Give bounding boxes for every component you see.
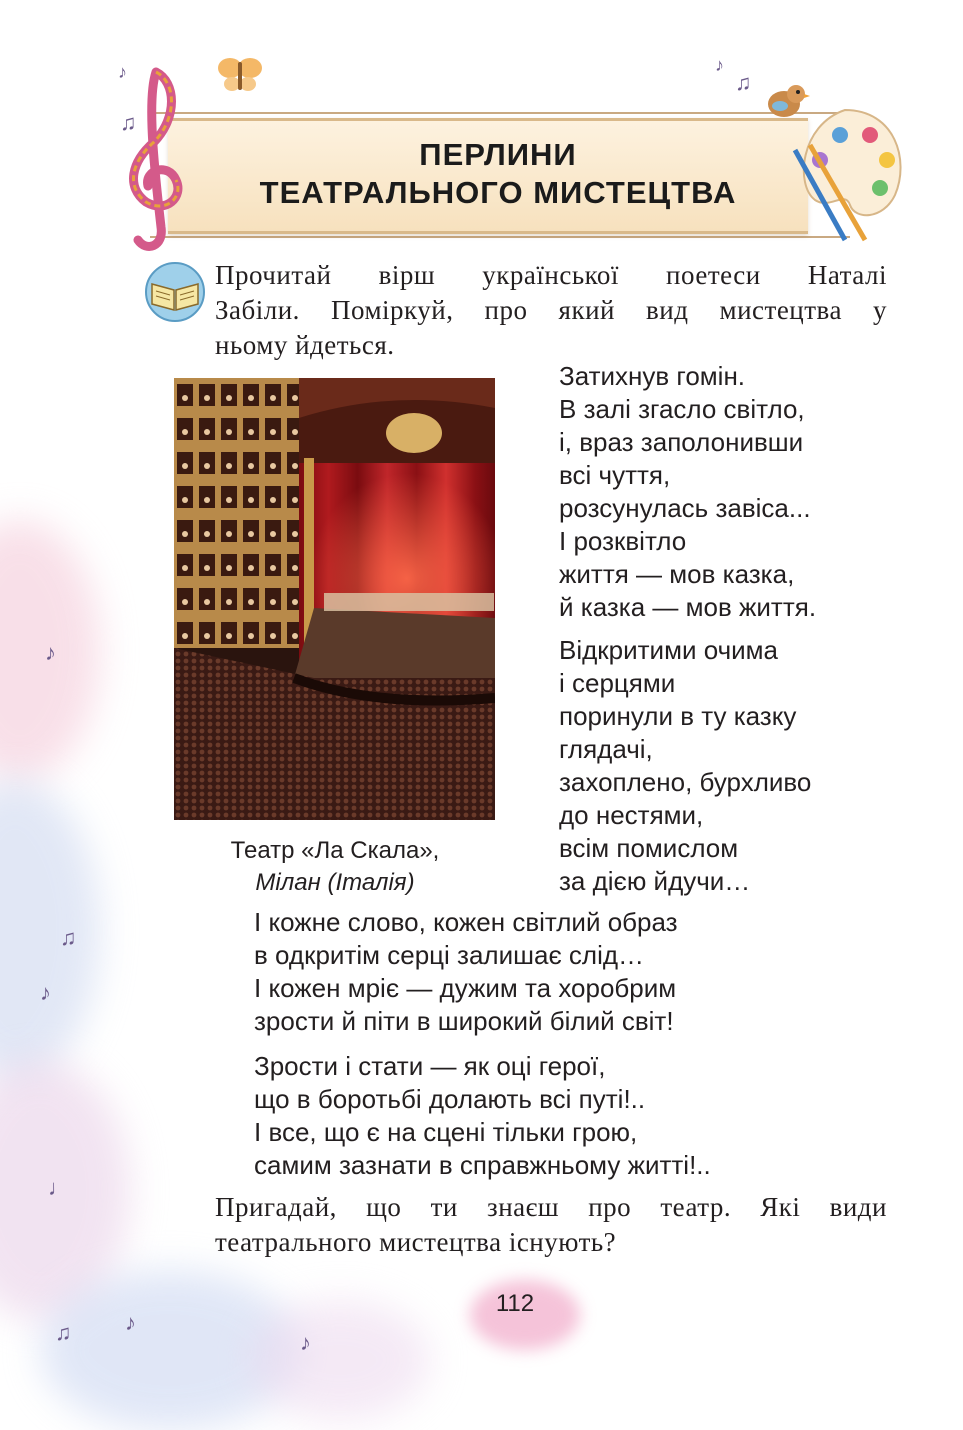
- poem-stanza-1: [559, 360, 816, 624]
- question-line: театрального мистецтва існують?: [215, 1227, 617, 1257]
- poem-stanza-3: [254, 906, 678, 1038]
- poem-line: Зрости і стати — як оці герої,: [254, 1051, 606, 1081]
- poem-line: життя — мов казка,: [559, 559, 795, 589]
- banner-line: [150, 236, 850, 238]
- intro-line: Прочитай вірш української поетеси Наталі: [215, 260, 887, 290]
- poem-line: зрости й піти в широкий білий світ!: [254, 1006, 674, 1036]
- music-note-icon: ♫: [735, 70, 752, 95]
- poem-line: І кожне слово, кожен світлий образ: [254, 907, 678, 937]
- music-note-icon: ♪: [40, 980, 51, 1005]
- title-line-2: ТЕАТРАЛЬНОГО МИСТЕЦТВА: [259, 175, 737, 210]
- intro-paragraph: [215, 258, 887, 363]
- title-line-1: ПЕРЛИНИ: [419, 137, 577, 172]
- poem-stanza-4: [254, 1050, 711, 1182]
- la-scala-theater-photo: [174, 378, 495, 820]
- page-title: [168, 136, 828, 212]
- poem-line: Відкритими очима: [559, 635, 778, 665]
- photo-caption: [210, 835, 460, 899]
- page-number: 112: [495, 1290, 535, 1317]
- poem-stanza-2: [559, 634, 811, 898]
- poem-line: В залі згасло світло,: [559, 394, 805, 424]
- poem-line: розсунулась завіса...: [559, 493, 811, 523]
- music-note-icon: ♫: [120, 110, 137, 135]
- poem-line: всі чуття,: [559, 460, 671, 490]
- poem-line: що в боротьбі долають всі путі!..: [254, 1084, 646, 1114]
- intro-line: ньому йдеться.: [215, 330, 395, 360]
- poem-line: самим зазнати в справжньому житті!..: [254, 1150, 711, 1180]
- poem-line: й казка — мов життя.: [559, 592, 817, 622]
- music-note-icon: ♫: [60, 925, 77, 950]
- music-note-icon: ♩: [48, 1175, 70, 1200]
- watercolor-decoration: [250, 1300, 430, 1420]
- poem-line: поринули в ту казку: [559, 701, 797, 731]
- music-note-icon: ♪: [118, 62, 127, 82]
- caption-place: Театр «Ла Скала»,: [230, 837, 440, 864]
- poem-line: в одкритім серці залишає слід…: [254, 940, 645, 970]
- intro-line: Забіли. Поміркуй, про який вид мистецтва у: [215, 295, 887, 325]
- poem-line: глядачі,: [559, 734, 653, 764]
- banner-line: [150, 112, 850, 114]
- music-note-icon: ♪: [715, 55, 724, 75]
- watercolor-decoration: [0, 780, 100, 1080]
- open-book-icon: [144, 262, 206, 322]
- poem-line: і, враз заполонивши: [559, 427, 804, 457]
- poem-line: І розквітло: [559, 526, 687, 556]
- poem-line: І все, що є на сцені тільки грою,: [254, 1117, 638, 1147]
- poem-line: і серцями: [559, 668, 676, 698]
- poem-line: всім помислом: [559, 833, 739, 863]
- music-note-icon: ♪: [300, 1330, 311, 1355]
- question-paragraph: [215, 1190, 887, 1260]
- music-note-icon: ♪: [125, 1310, 136, 1335]
- poem-line: за дією йдучи…: [559, 866, 751, 896]
- music-note-icon: ♪: [45, 640, 56, 665]
- question-line: Пригадай, що ти знаєш про театр. Які види: [215, 1192, 887, 1222]
- music-note-icon: ♫: [55, 1320, 72, 1345]
- poem-line: до нестями,: [559, 800, 704, 830]
- caption-city: Мілан (Італія): [255, 869, 415, 896]
- poem-line: захоплено, бурхливо: [559, 767, 812, 797]
- poem-line: І кожен мріє — дужим та хоробрим: [254, 973, 677, 1003]
- poem-line: Затихнув гомін.: [559, 361, 746, 391]
- butterfly-icon: [215, 52, 265, 97]
